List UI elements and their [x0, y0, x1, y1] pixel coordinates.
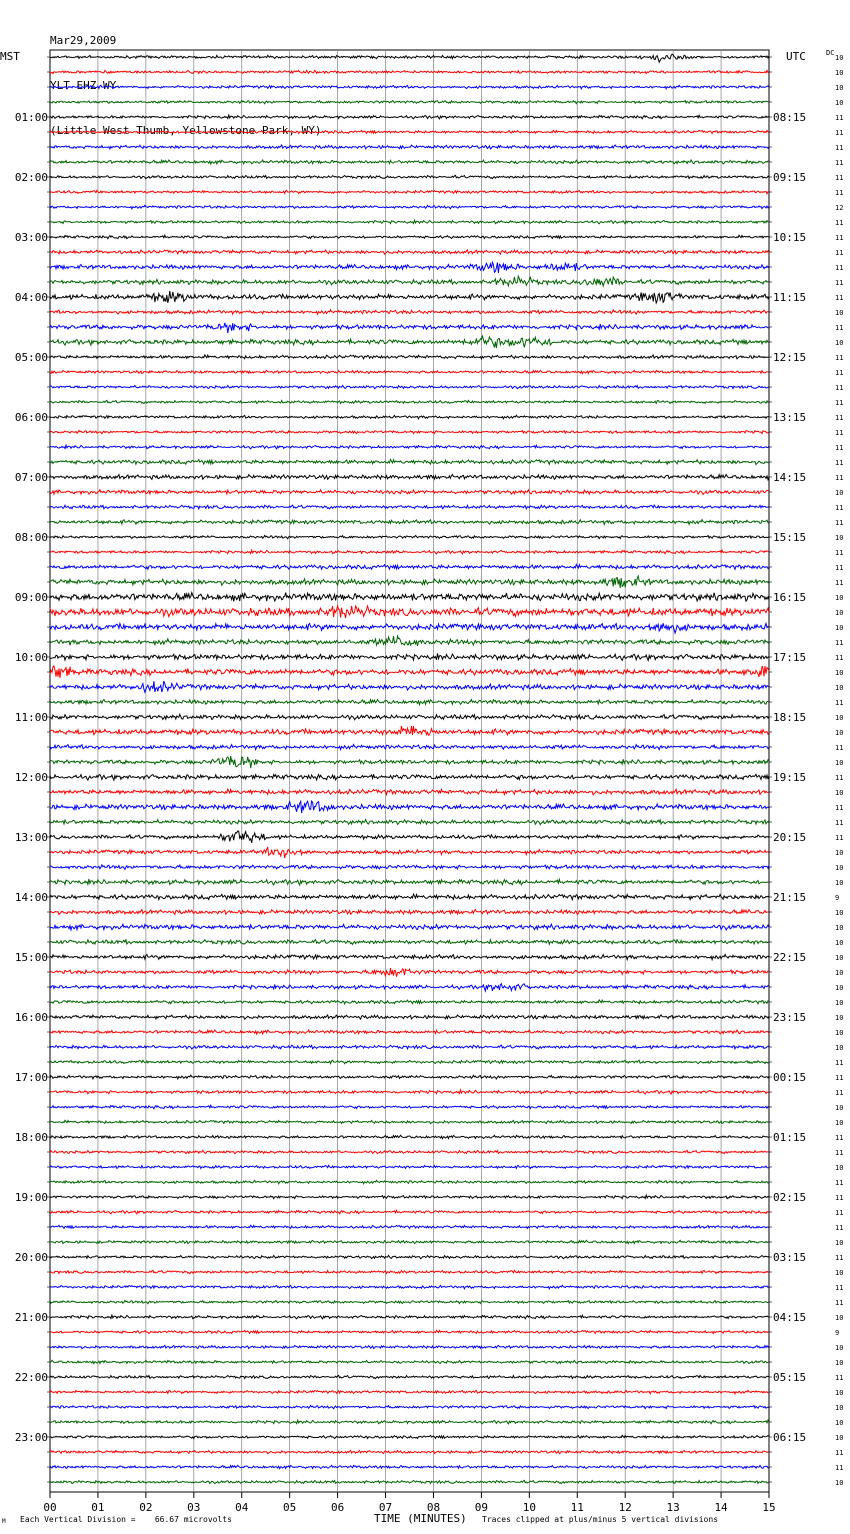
dc-offset-label: 10 [835, 939, 844, 947]
dc-offset-label: 11 [835, 504, 844, 512]
seismic-trace [50, 160, 769, 164]
right-hour-label: 22:15 [773, 951, 807, 964]
dc-offset-label: 11 [835, 114, 844, 122]
seismic-trace [50, 415, 769, 419]
left-hour-label: 23:00 [14, 1431, 48, 1444]
x-tick-label: 11 [570, 1501, 584, 1514]
seismic-trace [50, 550, 769, 554]
dc-offset-label: 10 [835, 1359, 844, 1367]
dc-offset-label: 11 [835, 579, 844, 587]
dc-offset-label: 11 [835, 1284, 844, 1292]
seismic-trace [50, 490, 769, 495]
dc-offset-label: 9 [835, 894, 840, 902]
dc-offset-label: 10 [835, 714, 844, 722]
seismic-trace [50, 1135, 769, 1138]
left-hour-label: 16:00 [14, 1011, 48, 1024]
right-hour-label: 08:15 [773, 111, 807, 124]
dc-offset-label: 11 [835, 159, 844, 167]
dc-offset-label: 10 [835, 759, 844, 767]
dc-offset-label: 11 [835, 1179, 844, 1187]
dc-offset-label: 11 [835, 804, 844, 812]
dc-offset-label: 10 [835, 84, 844, 92]
left-hour-label: 17:00 [14, 1071, 48, 1084]
seismic-trace [50, 400, 769, 403]
left-hour-label: 21:00 [14, 1311, 48, 1324]
dc-offset-label: 11 [835, 519, 844, 527]
dc-offset-label: 9 [835, 1329, 840, 1337]
seismic-trace [50, 85, 769, 89]
seismic-trace [50, 276, 769, 286]
dc-offset-label: 11 [835, 564, 844, 572]
dc-offset-label: 11 [835, 774, 844, 782]
right-hour-label: 16:15 [773, 591, 807, 604]
seismic-trace [50, 54, 769, 62]
dc-offset-label: 10 [835, 1104, 844, 1112]
seismic-trace [50, 1270, 769, 1273]
dc-offset-label: 11 [835, 459, 844, 467]
dc-offset-label: 11 [835, 699, 844, 707]
dc-offset-label: 10 [835, 999, 844, 1007]
seismic-trace [50, 145, 769, 149]
seismic-trace [50, 262, 769, 273]
dc-offset-label: 10 [835, 1314, 844, 1322]
seismic-trace [50, 1285, 769, 1289]
right-hour-label: 05:15 [773, 1371, 807, 1384]
left-hour-label: 14:00 [14, 891, 48, 904]
dc-offset-label: 10 [835, 1119, 844, 1127]
right-hour-label: 14:15 [773, 471, 807, 484]
seismic-trace [50, 1390, 769, 1394]
seismic-trace [50, 879, 769, 885]
seismic-trace [50, 520, 769, 525]
dc-offset-label: 10 [835, 1404, 844, 1412]
dc-offset-label: 11 [835, 234, 844, 242]
seismic-trace [50, 1240, 769, 1243]
seismic-trace [50, 1015, 769, 1019]
seismic-trace [50, 1360, 769, 1363]
x-axis-title: TIME (MINUTES) [374, 1512, 467, 1525]
seismic-trace [50, 726, 769, 735]
seismic-trace [50, 1330, 769, 1333]
dc-offset-label: 10 [835, 489, 844, 497]
x-tick-label: 08 [426, 1501, 441, 1514]
dc-offset-label: 11 [835, 1194, 844, 1202]
x-tick-label: 13 [666, 1501, 680, 1514]
left-hour-label: 08:00 [14, 531, 48, 544]
seismic-trace [50, 355, 769, 359]
dc-offset-label: 10 [835, 69, 844, 77]
dc-offset-label: 11 [835, 279, 844, 287]
seismic-trace [50, 1300, 769, 1303]
right-hour-label: 02:15 [773, 1191, 807, 1204]
seismic-trace [50, 745, 769, 750]
seismic-trace [50, 801, 769, 813]
seismic-trace [50, 940, 769, 945]
dc-offset-label: 11 [835, 549, 844, 557]
dc-offset-label: 10 [835, 609, 844, 617]
dc-offset-label: 11 [835, 1149, 844, 1157]
scale-note: Each Vertical Division = 66.67 microvolts [20, 1515, 232, 1524]
left-hour-label: 03:00 [14, 231, 48, 244]
x-tick-label: 01 [91, 1501, 105, 1514]
seismic-trace [50, 1090, 769, 1094]
record-date: Mar29,2009 [50, 34, 117, 47]
right-hour-label: 01:15 [773, 1131, 807, 1144]
dc-offset-label: 11 [835, 744, 844, 752]
dc-offset-label: 10 [835, 864, 844, 872]
seismic-trace [50, 430, 769, 433]
dc-offset-label: 11 [835, 399, 844, 407]
left-hour-label: 06:00 [14, 411, 48, 424]
dc-offset-label: 10 [835, 954, 844, 962]
seismic-trace [50, 1045, 769, 1049]
x-tick-label: 06 [330, 1501, 345, 1514]
left-hour-label: 19:00 [14, 1191, 48, 1204]
seismic-trace [50, 714, 769, 719]
dc-offset-label: 10 [835, 1164, 844, 1172]
seismic-trace [50, 1465, 769, 1468]
dc-offset-label: 11 [835, 1224, 844, 1232]
x-tick-label: 10 [522, 1501, 536, 1514]
dc-offset-label: 11 [835, 129, 844, 137]
seismic-trace [50, 475, 769, 480]
seismic-trace [50, 535, 769, 538]
seismic-trace [50, 865, 769, 870]
seismic-trace [50, 1060, 769, 1064]
seismic-trace [50, 1315, 769, 1319]
dc-offset-label: 10 [835, 594, 844, 602]
dc-offset-label: 11 [835, 1059, 844, 1067]
right-zone-label: UTC [786, 50, 806, 63]
left-zone-label: MST [0, 50, 20, 63]
dc-offset-label: 11 [835, 324, 844, 332]
x-tick-label: 15 [762, 1501, 776, 1514]
left-hour-label: 05:00 [14, 351, 48, 364]
station-code: YLT EHZ WY [50, 79, 117, 92]
dc-offset-label: 10 [835, 99, 844, 107]
dc-offset-label: 10 [835, 309, 844, 317]
seismic-trace [50, 190, 769, 193]
x-tick-label: 09 [474, 1501, 489, 1514]
dc-offset-label: 11 [835, 414, 844, 422]
dc-offset-label: 11 [835, 249, 844, 257]
left-hour-label: 01:00 [14, 111, 48, 124]
right-hour-label: 20:15 [773, 831, 807, 844]
right-hour-label: 12:15 [773, 351, 807, 364]
seismic-trace [50, 70, 769, 73]
dc-offset-label: 10 [835, 1014, 844, 1022]
dc-offset-label: 10 [835, 534, 844, 542]
dc-offset-label: 11 [835, 639, 844, 647]
dc-offset-label: 11 [835, 1299, 844, 1307]
seismic-trace [50, 1450, 769, 1453]
right-hour-label: 18:15 [773, 711, 807, 724]
dc-offset-label: 10 [835, 969, 844, 977]
dc-offset-label: 10 [835, 1269, 844, 1277]
right-hour-label: 19:15 [773, 771, 807, 784]
seismic-trace [50, 623, 769, 633]
right-hour-label: 11:15 [773, 291, 807, 304]
x-tick-label: 04 [235, 1501, 249, 1514]
station-location: (Little West Thumb, Yellowstone Park, WY) [50, 124, 322, 137]
seismic-trace [50, 459, 769, 464]
dc-offset-label: 10 [835, 729, 844, 737]
seismic-trace [50, 1150, 769, 1153]
seismic-trace [50, 894, 769, 900]
right-hour-label: 13:15 [773, 411, 807, 424]
x-tick-label: 03 [187, 1501, 201, 1514]
dc-offset-label: 10 [835, 1344, 844, 1352]
dc-offset-label: 11 [835, 294, 844, 302]
seismic-trace [50, 1225, 769, 1228]
dc-offset-label: 12 [835, 204, 844, 212]
dc-offset-label: 11 [835, 354, 844, 362]
dc-offset-label: 10 [835, 624, 844, 632]
seismic-trace [50, 505, 769, 509]
seismic-trace [50, 847, 769, 858]
seismic-trace [50, 1180, 769, 1184]
seismic-trace [50, 666, 769, 678]
seismic-trace [50, 636, 769, 646]
seismic-trace [50, 115, 769, 119]
left-hour-label: 11:00 [14, 711, 48, 724]
dc-offset-label: 11 [835, 1449, 844, 1457]
seismic-trace [50, 1120, 769, 1123]
seismic-trace [50, 323, 769, 333]
right-hour-label: 06:15 [773, 1431, 807, 1444]
seismic-trace [50, 385, 769, 388]
dc-offset-label: 11 [835, 1464, 844, 1472]
x-tick-label: 07 [378, 1501, 393, 1514]
seismic-trace [50, 593, 769, 602]
seismic-trace [50, 220, 769, 224]
right-hour-label: 17:15 [773, 651, 807, 664]
dc-offset-label: 11 [835, 369, 844, 377]
seismic-trace [50, 250, 769, 254]
dc-offset-label: 10 [835, 1419, 844, 1427]
seismic-trace [50, 175, 769, 178]
dc-offset-label: 11 [835, 1074, 844, 1082]
dc-offset-label: 10 [835, 1479, 844, 1487]
dc-offset-label: 11 [835, 174, 844, 182]
dc-offset-label: 11 [835, 1374, 844, 1382]
x-tick-label: 12 [618, 1501, 632, 1514]
seismic-trace [50, 1405, 769, 1408]
seismic-trace [50, 1420, 769, 1424]
dc-offset-label: 11 [835, 189, 844, 197]
dc-offset-label: 11 [835, 1134, 844, 1142]
dc-offset-label: 11 [835, 819, 844, 827]
seismic-trace [50, 968, 769, 977]
seismic-trace [50, 789, 769, 795]
left-hour-label: 20:00 [14, 1251, 48, 1264]
seismic-trace [50, 955, 769, 960]
dc-offset-label: 11 [835, 1209, 844, 1217]
seismic-trace [50, 370, 769, 373]
seismic-trace [50, 1210, 769, 1214]
dc-offset-label: 11 [835, 384, 844, 392]
seismic-trace [50, 564, 769, 569]
left-hour-label: 13:00 [14, 831, 48, 844]
right-hour-label: 00:15 [773, 1071, 807, 1084]
dc-offset-label: 11 [835, 144, 844, 152]
seismic-trace [50, 700, 769, 705]
dc-offset-label: 10 [835, 849, 844, 857]
left-hour-label: 04:00 [14, 291, 48, 304]
dc-label: DC [826, 49, 835, 57]
dc-offset-label: 10 [835, 924, 844, 932]
seismic-trace [50, 1255, 769, 1258]
seismic-trace [50, 653, 769, 660]
seismic-trace [50, 1375, 769, 1378]
dc-offset-label: 11 [835, 444, 844, 452]
seismic-trace [50, 1030, 769, 1034]
seismic-trace [50, 205, 769, 209]
dc-offset-label: 11 [835, 1089, 844, 1097]
dc-offset-label: 11 [835, 474, 844, 482]
seismic-trace [50, 130, 769, 133]
left-hour-label: 10:00 [14, 651, 48, 664]
right-hour-label: 21:15 [773, 891, 807, 904]
clip-note: Traces clipped at plus/minus 5 vertical divisions [482, 1515, 719, 1524]
right-hour-label: 09:15 [773, 171, 807, 184]
seismic-trace [50, 774, 769, 780]
dc-offset-label: 10 [835, 1434, 844, 1442]
seismic-trace [50, 1165, 769, 1168]
left-hour-label: 02:00 [14, 171, 48, 184]
seismic-trace [50, 336, 769, 348]
x-tick-label: 05 [283, 1501, 297, 1514]
seismic-trace [50, 924, 769, 930]
dc-offset-label: 11 [835, 654, 844, 662]
right-hour-label: 10:15 [773, 231, 807, 244]
x-tick-label: 14 [714, 1501, 728, 1514]
dc-offset-label: 10 [835, 789, 844, 797]
right-hour-label: 15:15 [773, 531, 807, 544]
dc-offset-label: 11 [835, 834, 844, 842]
plot-frame [50, 50, 769, 1492]
seismic-trace [50, 1435, 769, 1438]
dc-offset-label: 10 [835, 1029, 844, 1037]
dc-offset-label: 10 [835, 879, 844, 887]
left-hour-label: 09:00 [14, 591, 48, 604]
seismic-trace [50, 831, 769, 843]
seismic-trace [50, 1480, 769, 1483]
dc-offset-label: 10 [835, 339, 844, 347]
dc-offset-label: 10 [835, 54, 844, 62]
dc-offset-label: 11 [835, 1254, 844, 1262]
left-hour-label: 22:00 [14, 1371, 48, 1384]
seismic-trace [50, 606, 769, 618]
seismic-trace [50, 984, 769, 991]
seismic-trace [50, 756, 769, 768]
seismic-trace [50, 291, 769, 303]
left-hour-label: 18:00 [14, 1131, 48, 1144]
seismic-trace [50, 820, 769, 825]
seismic-trace [50, 445, 769, 449]
seismic-trace [50, 1345, 769, 1348]
dc-offset-label: 10 [835, 1389, 844, 1397]
x-tick-label: 02 [139, 1501, 153, 1514]
seismic-trace [50, 1195, 769, 1199]
seismic-trace [50, 1105, 769, 1108]
seismic-trace [50, 576, 769, 588]
seismic-trace [50, 681, 769, 692]
dc-offset-label: 11 [835, 264, 844, 272]
left-hour-label: 12:00 [14, 771, 48, 784]
dc-offset-label: 10 [835, 684, 844, 692]
left-hour-label: 15:00 [14, 951, 48, 964]
right-hour-label: 03:15 [773, 1251, 807, 1264]
seismic-trace [50, 100, 769, 103]
dc-offset-label: 10 [835, 909, 844, 917]
dc-offset-label: 11 [835, 219, 844, 227]
dc-offset-label: 10 [835, 1044, 844, 1052]
right-hour-label: 23:15 [773, 1011, 807, 1024]
x-tick-label: 00 [43, 1501, 57, 1514]
right-hour-label: 04:15 [773, 1311, 807, 1324]
corner-mark: M [2, 1518, 6, 1525]
dc-offset-label: 10 [835, 984, 844, 992]
seismic-trace [50, 235, 769, 238]
dc-offset-label: 10 [835, 669, 844, 677]
left-hour-label: 07:00 [14, 471, 48, 484]
dc-offset-label: 11 [835, 429, 844, 437]
seismic-trace [50, 910, 769, 915]
seismic-trace [50, 1075, 769, 1079]
seismic-trace [50, 1000, 769, 1004]
dc-offset-label: 10 [835, 1239, 844, 1247]
seismic-trace [50, 310, 769, 315]
